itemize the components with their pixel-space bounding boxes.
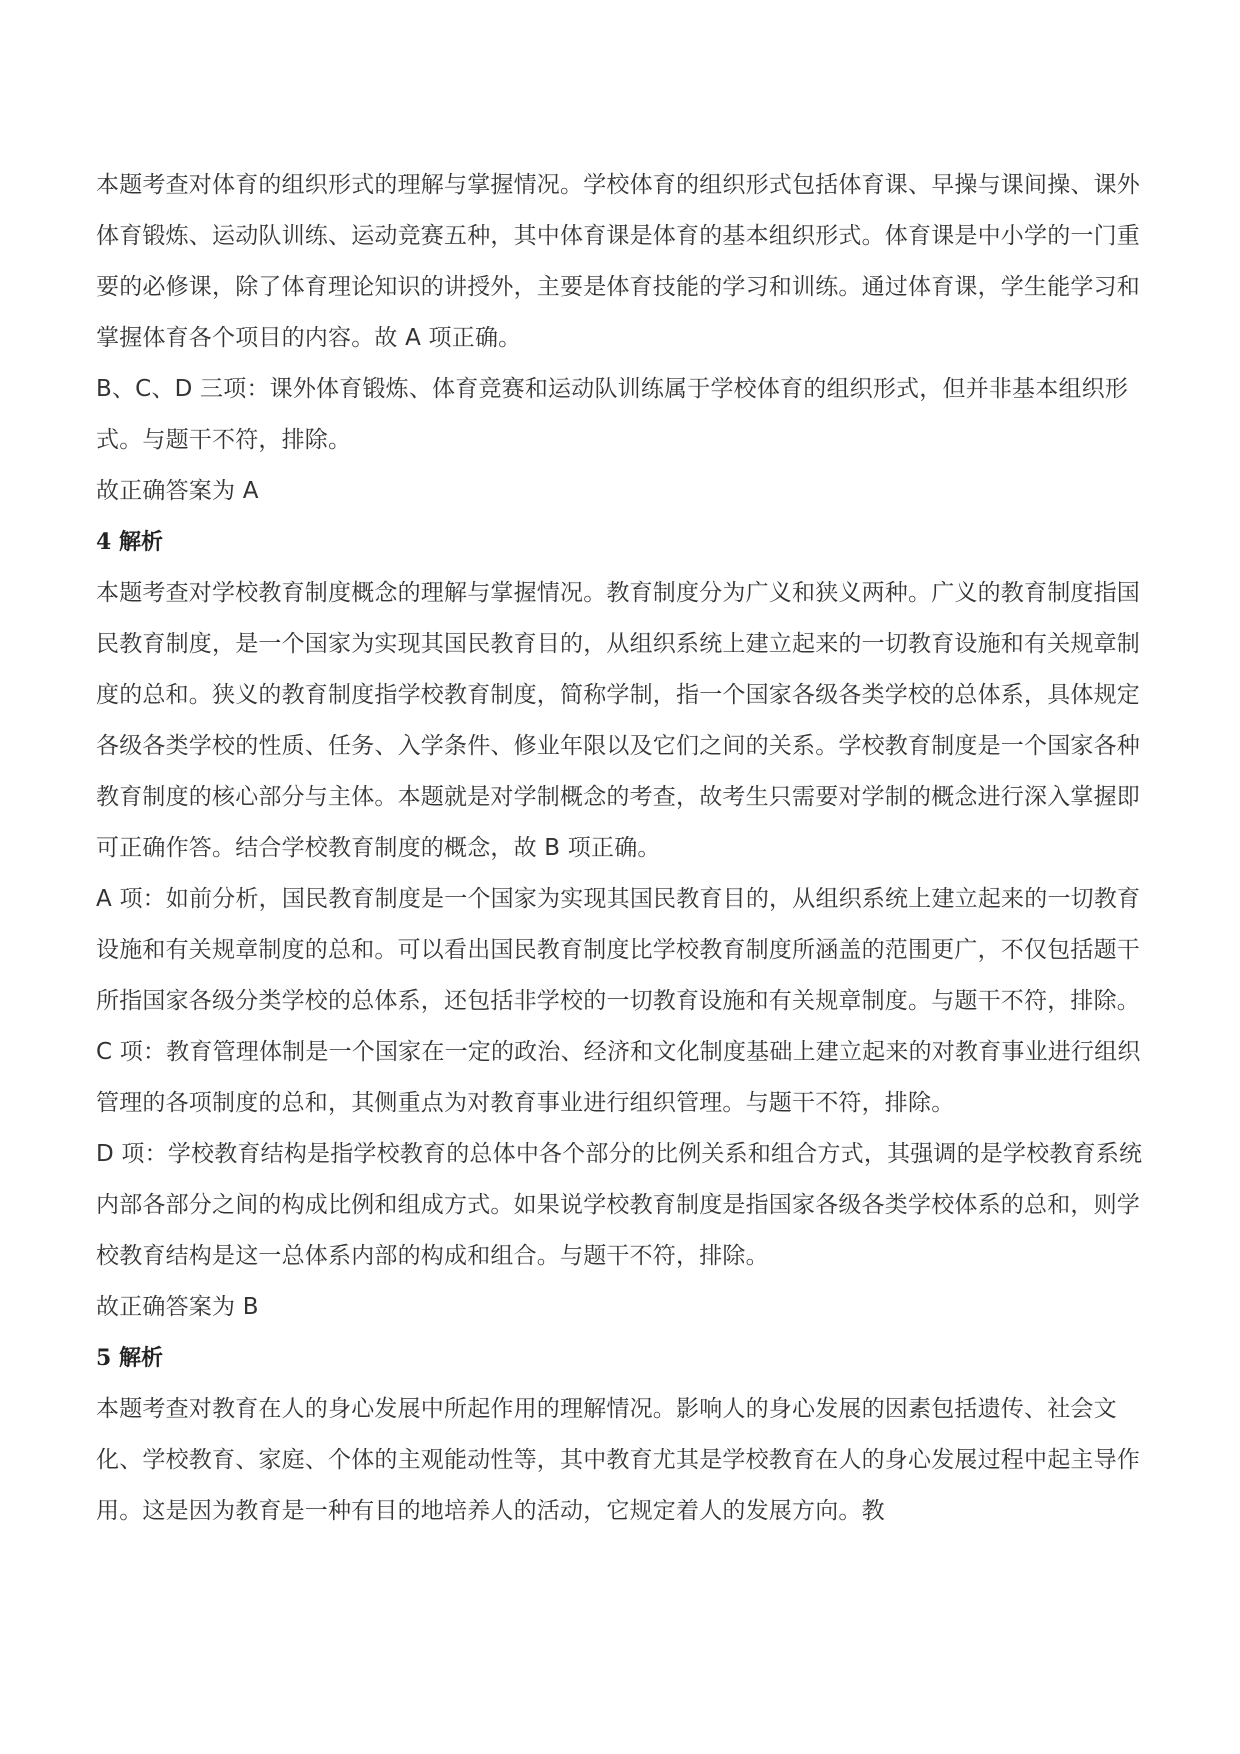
heading-q5-analysis: 5 解析: [96, 1345, 163, 1371]
paragraph-q4-option-d: D 项：学校教育结构是指学校教育的总体中各个部分的比例关系和组合方式，其强调的是学校教育系统内部各部分之间的构成比例和组成方式。如果说学校教育制度是指国家各级各类学校体系的总和，则学校教育结构是这一总体系内部的构成和组合。与题干不符，排除。: [96, 1141, 1143, 1269]
paragraph-q4-analysis: 本题考查对学校教育制度概念的理解与掌握情况。教育制度分为广义和狭义两种。广义的教育制度指国民教育制度，是一个国家为实现其国民教育目的，从组织系统上建立起来的一切教育设施和有关规章制度的总和。狭义的教育制度指学校教育制度，简称学制，指一个国家各级各类学校的总体系，具体规定各级各类学校的性质、任务、入学条件、修业年限以及它们之间的关系。学校教育制度是一个国家各种教育制度的核心部分与主体。本题就是对学制概念的考查，故考生只需要对学制的概念进行深入掌握即可正确作答。结合学校教育制度的概念，故 B 项正确。: [96, 580, 1140, 861]
paragraph-q5-analysis: 本题考查对教育在人的身心发展中所起作用的理解情况。影响人的身心发展的因素包括遗传、社会文化、学校教育、家庭、个体的主观能动性等，其中教育尤其是学校教育在人的身心发展过程中起主导作用。这是因为教育是一种有目的地培养人的活动，它规定着人的发展方向。教: [96, 1396, 1140, 1524]
paragraph-q3-analysis: 本题考查对体育的组织形式的理解与掌握情况。学校体育的组织形式包括体育课、早操与课间操、课外体育锻炼、运动队训练、运动竞赛五种，其中体育课是体育的基本组织形式。体育课是中小学的一门重要的必修课，除了体育理论知识的讲授外，主要是体育技能的学习和训练。通过体育课，学生能学习和掌握体育各个项目的内容。故 A 项正确。: [96, 172, 1140, 351]
paragraph-q4-answer: 故正确答案为 B: [96, 1294, 259, 1320]
heading-q4-analysis: 4 解析: [96, 529, 163, 555]
paragraph-q4-option-a: A 项：如前分析，国民教育制度是一个国家为实现其国民教育目的，从组织系统上建立起来的一切教育设施和有关规章制度的总和。可以看出国民教育制度比学校教育制度所涵盖的范围更广，不仅包括题干所指国家各级分类学校的总体系，还包括非学校的一切教育设施和有关规章制度。与题干不符，排除。: [96, 886, 1141, 1014]
document-body: [96, 160, 1156, 1537]
paragraph-q3-answer: 故正确答案为 A: [96, 478, 259, 504]
paragraph-q4-option-c: C 项：教育管理体制是一个国家在一定的政治、经济和文化制度基础上建立起来的对教育事业进行组织管理的各项制度的总和，其侧重点为对教育事业进行组织管理。与题干不符，排除。: [96, 1039, 1141, 1116]
paragraph-q3-bcd-options: B、C、D 三项：课外体育锻炼、体育竞赛和运动队训练属于学校体育的组织形式，但并非基本组织形式。与题干不符，排除。: [96, 376, 1129, 453]
